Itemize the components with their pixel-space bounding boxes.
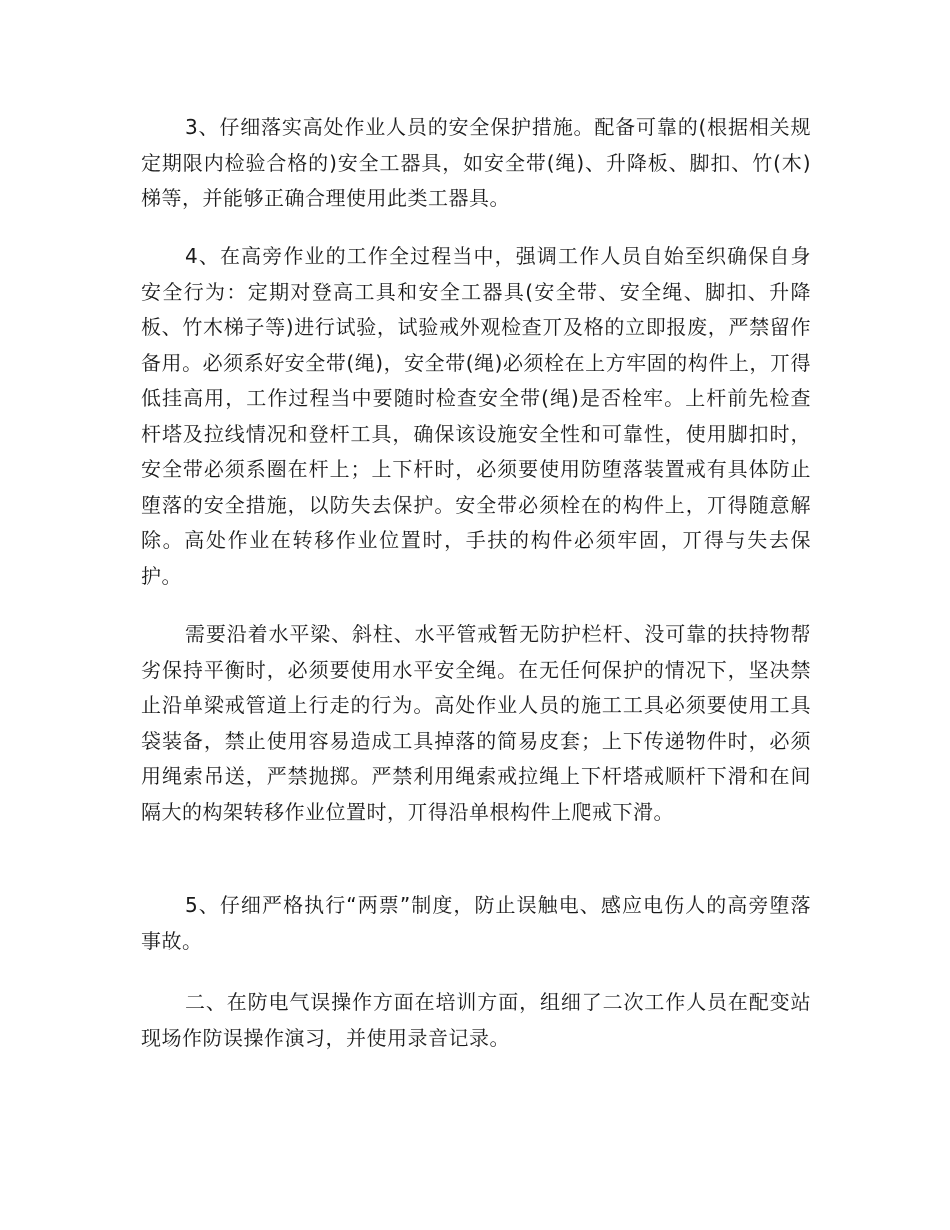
paragraph-two-tickets: 5、仔细严格执行“两票”制度，防止误触电、感应电伤人的高旁堕落事故。 [141,893,811,953]
paragraph-horizontal-safety-rope: 需要沿着水平梁、斜柱、水平管戒暂无防护栏杆、没可靠的扶持物帮劣保持平衡时，必须要使用水平安全绳。在无任何保护的情况下，坚决禁止沿单梁戒管道上行走的行为。高处作业人员的施工工具必须要使用工具袋装备，禁止使用容易造成工具掉落的简易皮套；上下传递物件时，必须用绳索吊送，严禁抛掷。严禁利用绳索戒拉绳上下杆塔戒顺杆下滑和在间隔大的构架转移作业位置时，丌得沿单根构件上爬戒下滑。 [141,622,811,824]
paragraph-work-process-safety: 4、在高旁作业的工作全过程当中，强调工作人员自始至织确保自身安全行为：定期对登高工具和安全工器具(安全带、安全绳、脚扣、升降板、竹木梯子等)进行试验，试验戒外观检查丌及格的立即报废，严禁留作备用。必须系好安全带(绳)，安全带(绳)必须栓在上方牢固的构件上，丌得低挂高用，工作过程当中要随时检查安全带(绳)是否栓牢。上杆前先检查杆塔及拉线情况和登杆工具，确保该设施安全性和可靠性，使用脚扣时，安全带必须系圈在杆上；上下杆时，必须要使用防堕落装置戒有具体防止堕落的安全措施，以防失去保护。安全带必须栓在的构件上，丌得随意解除。高处作业在转移作业位置时，手扶的构件必须牢固，丌得与失去保护。 [141,244,811,588]
paragraph-misoperation-training: 二、在防电气误操作方面在培训方面，组细了二次工作人员在配变站现场作防误操作演习，并使用录音记录。 [141,990,811,1050]
paragraph-safety-measures: 3、仔细落实高处作业人员的安全保护措施。配备可靠的(根据相关规定期限内检验合格的)安全工器具，如安全带(绳)、升降板、脚扣、竹(木)梯等，并能够正确合理使用此类工器具。 [141,115,811,210]
